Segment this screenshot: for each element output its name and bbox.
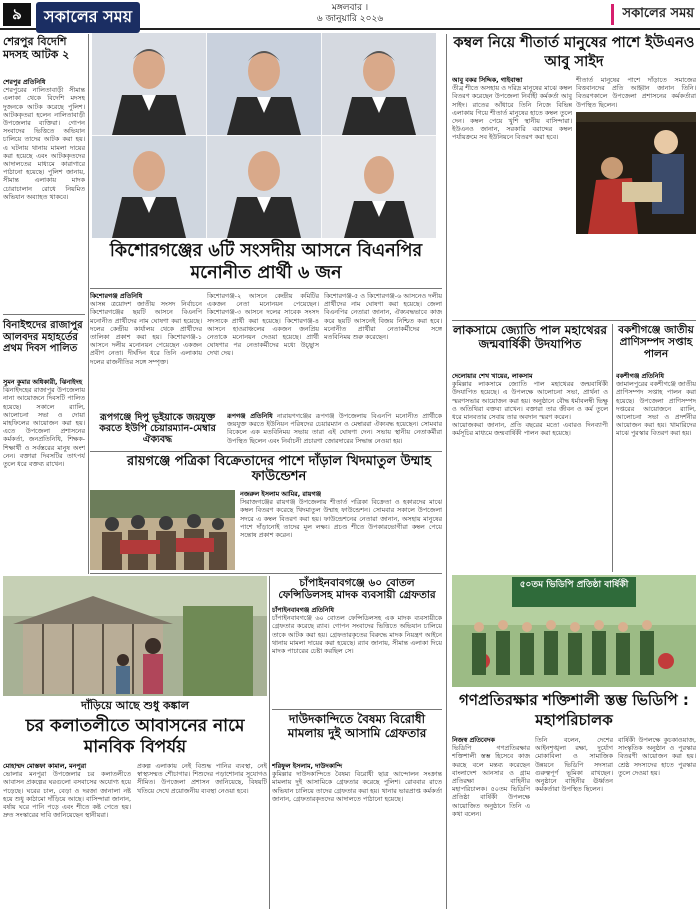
bakshiganj-body: জামালপুরের বকশীগঞ্জে জাতীয় প্রাণিসম্পদ সপ্তাহ পালন করা হয়েছে। উপজেলা প্রাণিসম্পদ দপ্তরের আয়োজনে র‍্যালি, আলোচনা সভা ও প্রদর্শনীর আয়োজন করা হয়। খামারিদের মাঝে পুরস্কার বিতরণ করা হয়। bbox=[616, 380, 696, 438]
left-story-1-headline: শেরপুর বিদেশি মদসহ আটক ২ bbox=[3, 35, 70, 61]
daudkandi-body: কুমিল্লার দাউদকান্দিতে বৈষম্য বিরোধী ছাত্র আন্দোলন সংক্রান্ত মামলায় দুই আসামিকে গ্রেফতার করেছে পুলিশ। রোববার রাতে অভিযান চালিয়ে তাদের গ্রেফতার করা হয়। থানার ভারপ্রাপ্ত কর্মকর্তা জানান, গ্রেফতারকৃতদের আদালতে পাঠানো হয়েছে। bbox=[272, 770, 442, 803]
blanket-illustration bbox=[576, 112, 696, 234]
vdp-banner: ৫০তম ভিডিপি প্রতিষ্ঠা বার্ষিকী bbox=[519, 580, 629, 590]
left-story-2 bbox=[3, 378, 85, 568]
page-number: ৯ bbox=[3, 3, 31, 26]
candidates-illustration bbox=[92, 33, 436, 238]
vdp-body: ভিডিপি গণপ্রতিরক্ষার শক্তিশালী স্তম্ভ হিসেবে কাজ করছে বলে মন্তব্য করেছেন বাংলাদেশ আনসার ও গ্রাম প্রতিরক্ষা বাহিনীর মহাপরিচালক। ৫০তম ভিডিপি প্রতিষ্ঠা বার্ষিকী উপলক্ষে আয়োজিত অনুষ্ঠানে তিনি এ কথা বলেন। bbox=[452, 744, 530, 818]
raiganj-body: সিরাজগঞ্জের রায়গঞ্জ উপজেলায় শীতার্ত পত্রিকা বিক্রেতা ও হকারদের মাঝে কম্বল বিতরণ করেছে খিদমাতুল উম্মাহ ফাউন্ডেশন। সোমবার সকালে উপজেলা সদরে এ কম্বল বিতরণ করা হয়। ফাউন্ডেশনের নেতারা জানান, অসহায় মানুষের পাশে দাঁড়ানোই তাদের মূল লক্ষ্য। প্রচণ্ড শীতে উপকারভোগীরা কম্বল পেয়ে সন্তোষ প্রকাশ করেন। bbox=[240, 498, 442, 540]
laksam-story bbox=[452, 372, 608, 572]
column-divider bbox=[88, 34, 89, 574]
main-story-body-1: আসন্ন ত্রয়োদশ জাতীয় সংসদ নির্বাচনে কিশোরগঞ্জের ছয়টি আসনে বিএনপি মনোনীত প্রার্থীদের নাম ঘোষণা করা হয়েছে। দলের কেন্দ্রীয় কার্যালয় থেকে প্রার্থীদের তালিকা প্রকাশ করা হয়। কিশোরগঞ্জ-১ আসনে দলীয় মনোনয়ন পেয়েছেন একজন প্রবীণ নেতা। দীর্ঘদিন ধরে তিনি এলাকায় দলের রাজনীতির সঙ্গে সম্পৃক্ত। bbox=[90, 300, 202, 366]
masthead bbox=[0, 0, 700, 30]
main-story-col-3: কিশোরগঞ্জ-৫ ও কিশোরগঞ্জ-৬ আসনেও দলীয় প্রার্থীদের নাম ঘোষণা করা হয়েছে। জেলা বিএনপির নেতারা জানান, ঐক্যবদ্ধভাবে কাজ করে ছয়টি আসনেই বিজয় নিশ্চিত করা হবে। মনোনীত প্রার্থীরা নেতাকর্মীদের সঙ্গে মতবিনিময় শুরু করেছেন। bbox=[324, 292, 442, 342]
daudkandi-headline: দাউদকান্দিতে বৈষম্য বিরোধী মামলায় দুই আসামি গ্রেফতার bbox=[287, 712, 427, 740]
housing-illustration bbox=[3, 576, 267, 696]
housing-headline-main: চর কলাতলীতে আবাসনের নামে মানবিক বিপর্যয় bbox=[25, 716, 245, 757]
blanket-col-2-continued bbox=[576, 236, 696, 316]
divider bbox=[90, 573, 442, 574]
main-story-byline: কিশোরগঞ্জ প্রতিনিধি bbox=[90, 292, 143, 300]
main-story-col-1 bbox=[90, 292, 202, 410]
blanket-col-2: শীতার্ত মানুষের পাশে দাঁড়াতে সমাজের বিত্তবানদের প্রতি আহ্বান জানান তিনি। বিতরণকালে উপজেলা প্রশাসনের কর্মকর্তারা উপস্থিত ছিলেন। bbox=[576, 76, 696, 109]
main-story-col-2: কিশোরগঞ্জ-২ আসনে কেন্দ্রীয় কমিটির একজন নেতা মনোনয়ন পেয়েছেন। কিশোরগঞ্জ-৩ আসনে দলের সাবেক সংসদ সদস্যকে প্রার্থী করা হয়েছে। কিশোরগঞ্জ-৪ আসনে হাওরাঞ্চলের একজন জনপ্রিয় নেতাকে মনোনয়ন দেওয়া হয়েছে। প্রার্থী ঘোষণার পর নেতাকর্মীদের মধ্যে উচ্ছ্বাস দেখা দেয়। bbox=[207, 292, 319, 358]
divider bbox=[90, 288, 442, 289]
vdp-col-1 bbox=[452, 736, 530, 908]
divider bbox=[272, 709, 442, 710]
raiganj-illustration bbox=[90, 490, 235, 570]
column-divider bbox=[269, 576, 270, 909]
bakshiganj-byline: বকশীগঞ্জ প্রতিনিধি bbox=[616, 372, 664, 380]
laksam-body: কুমিল্লার লাকসামে জ্যোতি পাল মহাথেরর জন্মবার্ষিকী উদযাপিত হয়েছে। এ উপলক্ষে আলোচনা সভা, প্রার্থনা ও স্মরণসভার আয়োজন করা হয়। অনুষ্ঠানে বৌদ্ধ ধর্মাবলম্বী ভিক্ষু ও অতিথিরা বক্তব্য রাখেন। বক্তারা তার জীবন ও কর্ম তুলে ধরে মানবতার সেবায় তার অবদান স্মরণ করেন। bbox=[452, 380, 608, 422]
dateline-day: মঙ্গলবার । bbox=[331, 3, 369, 13]
raiganj-photo bbox=[90, 490, 235, 570]
daudkandi-story bbox=[272, 762, 442, 907]
blanket-headline: কম্বল নিয়ে শীতার্ত মানুষের পাশে ইউএনও আবু সাইদ bbox=[453, 35, 695, 70]
bakshiganj-headline: বকশীগঞ্জে জাতীয় প্রাণিসম্পদ সপ্তাহ পালন bbox=[618, 324, 694, 361]
raiganj-headline: রায়গঞ্জে পত্রিকা বিক্রেতাদের পাশে দাঁড়াল খিদমাতুল উম্মাহ ফাউন্ডেশন bbox=[126, 454, 432, 484]
vdp-col-3: বার্ষিকী উপলক্ষে কুচকাওয়াজ, সাংস্কৃতিক অনুষ্ঠান ও পুরস্কার বিতরণী আয়োজন করা হয়। শ্রেষ্ঠ সদস্যদের হাতে পুরস্কার তুলে দেওয়া হয়। bbox=[618, 736, 696, 777]
dateline bbox=[240, 3, 460, 25]
vdp-photo bbox=[452, 575, 696, 687]
rupganj-story bbox=[227, 412, 442, 448]
newspaper-logo: সকালের সময় bbox=[36, 2, 140, 33]
raiganj-byline: নজরুল ইসলাম আমির, রায়গঞ্জ bbox=[240, 490, 322, 498]
divider bbox=[452, 320, 696, 321]
divider bbox=[90, 451, 442, 452]
housing-col-1 bbox=[3, 762, 131, 907]
laksam-body-2: আয়োজকরা জানান, প্রতি বছরের মতো এবারও দিনব্যাপী কর্মসূচির মাধ্যমে জন্মবার্ষিকী পালন করা হয়েছে। bbox=[452, 421, 608, 438]
blanket-photo bbox=[576, 112, 696, 234]
brand-right: সকালের সময় bbox=[611, 4, 694, 25]
raiganj-story bbox=[240, 490, 442, 570]
left-story-1 bbox=[3, 78, 85, 310]
column-divider bbox=[446, 34, 447, 909]
candidates-photo-grid bbox=[92, 33, 436, 238]
chapai-body: চাঁপাইনবাবগঞ্জে ৬০ বোতল ফেন্সিডিলসহ এক মাদক ব্যবসায়ীকে গ্রেফতার করেছে র‍্যাব। গোপন সংবাদের ভিত্তিতে অভিযান চালিয়ে তাকে আটক করা হয়। গ্রেফতারকৃতের বিরুদ্ধে মাদক নিয়ন্ত্রণ আইনে থানায় মামলা দায়ের করা হয়েছে। র‍্যাব জানায়, সীমান্ত এলাকা দিয়ে মাদক পাচারের চেষ্টা করছিল সে। bbox=[272, 614, 442, 656]
divider bbox=[3, 314, 85, 315]
vdp-illustration bbox=[452, 575, 696, 687]
housing-body: ভোলার মনপুরা উপজেলার চর কলাতলীতে আবাসন প্রকল্পের ঘরগুলো বসবাসের অযোগ্য হয়ে পড়েছে। ঘরের চাল, বেড়া ও দরজা জানালা নষ্ট হয়ে শুধু কাঠামো দাঁড়িয়ে আছে। বাসিন্দারা জানান, বর্ষায় ঘরে পানি পড়ে এবং শীতে কষ্ট পেতে হয়। দ্রুত সংস্কারের দাবি জানিয়েছেন স্থানীয়রা। bbox=[3, 770, 131, 820]
rupganj-byline: রূপগঞ্জ প্রতিনিধি bbox=[227, 412, 273, 420]
left-story-1-body: শেরপুরের নালিতাবাড়ী সীমান্ত এলাকা থেকে বিদেশি মদসহ দুজনকে আটক করেছে পুলিশ। আটককৃতরা হলেন নালিতাবাড়ী উপজেলার ব্যক্তিরা। গোপন সংবাদের ভিত্তিতে অভিযান চালিয়ে তাদের আটক করা হয়। এ ঘটনায় থানায় মামলা দায়ের করা হয়েছে এবং আটককৃতদের আদালতের মাধ্যমে কারাগারে পাঠানো হয়েছে। পুলিশ জানায়, সীমান্ত এলাকায় মাদক চোরাচালান রোধে নিয়মিত অভিযান অব্যাহত থাকবে। bbox=[3, 86, 85, 201]
housing-byline: মোহাম্মদ মোস্তফা কামাল, মনপুরা bbox=[3, 762, 87, 770]
left-story-2-headline: বিনাইহুদের রাজাপুর আলবদর মহাহর্তের প্রথম দিবস পালিত bbox=[3, 320, 83, 354]
housing-col-2: প্রকল্প এলাকায় নেই বিশুদ্ধ পানির ব্যবস্থা, নেই স্বাস্থ্যসম্মত শৌচাগার। শিশুদের পড়াশোনার সুযোগও সীমিত। উপজেলা প্রশাসন জানিয়েছে, বিষয়টি খতিয়ে দেখে প্রয়োজনীয় ব্যবস্থা নেওয়া হবে। bbox=[137, 762, 267, 795]
main-story-headline: কিশোরগঞ্জের ৬টি সংসদীয় আসনে বিএনপির মনোনীত প্রার্থী ৬ জন bbox=[109, 241, 423, 283]
column-divider bbox=[612, 324, 613, 572]
housing-photo bbox=[3, 576, 267, 696]
blanket-body: তীব্র শীতে অসহায় ও দরিদ্র মানুষের মাঝে কম্বল বিতরণ করেছেন উপজেলা নির্বাহী কর্মকর্তা আবু সাইদ। রাতের আঁধারে তিনি নিজে বিভিন্ন এলাকায় গিয়ে শীতার্ত মানুষের হাতে কম্বল তুলে দেন। কম্বল পেয়ে খুশি স্থানীয় বাসিন্দারা। ইউএনও জানান, সরকারি বরাদ্দের কম্বল পর্যায়ক্রমে সব ইউনিয়নে বিতরণ করা হবে। bbox=[452, 84, 572, 142]
laksam-headline: লাকসামে জ্যোতি পাল মহাথেরর জন্মবার্ষিকী উদযাপিত bbox=[452, 323, 608, 351]
rupganj-body: নারায়ণগঞ্জের রূপগঞ্জ উপজেলায় বিএনপি মনোনীত প্রার্থীকে জয়যুক্ত করতে ইউনিয়ন পরিষদের চেয়ারম্যান ও মেম্বাররা ঐক্যবদ্ধ হয়েছেন। সোমবার বিকেলে এক মতবিনিময় সভায় তারা এই ঘোষণা দেন। সভায় স্থানীয় নেতাকর্মীরা উপস্থিত ছিলেন এবং নির্বাচনী প্রচারণা জোরদারের সিদ্ধান্ত নেওয়া হয়। bbox=[227, 412, 442, 445]
left-story-1-byline: শেরপুর প্রতিনিধি bbox=[3, 78, 46, 86]
bakshiganj-story bbox=[616, 372, 696, 572]
left-story-2-body: ঝিনাইদহের রাজাপুর উপজেলায় নানা আয়োজনে দিবসটি পালিত হয়েছে। সকালে র‍্যালি, আলোচনা সভা ও দোয়া মাহফিলের আয়োজন করা হয়। এতে উপজেলা প্রশাসনের কর্মকর্তা, জনপ্রতিনিধি, শিক্ষক-শিক্ষার্থী ও সর্বস্তরের মানুষ অংশ নেন। বক্তারা দিবসটির তাৎপর্য তুলে ধরে বক্তব্য রাখেন। bbox=[3, 386, 85, 469]
daudkandi-byline: শরিফুল ইসলাম, দাউদকান্দি bbox=[272, 762, 342, 770]
chapai-byline: চাঁপাইনবাবগঞ্জ প্রতিনিধি bbox=[272, 606, 334, 614]
vdp-col-2: তিনি বলেন, দেশের আইনশৃঙ্খলা রক্ষা, দুর্যোগ মোকাবিলা ও সামাজিক উন্নয়নে ভিডিপি সদস্যরা গুরুত্বপূর্ণ ভূমিকা রাখছেন। অনুষ্ঠানে বাহিনীর ঊর্ধ্বতন কর্মকর্তারা উপস্থিত ছিলেন। bbox=[535, 736, 613, 794]
vdp-headline: গণপ্রতিরক্ষার শক্তিশালী স্তম্ভ ভিডিপি : মহাপরিচালক bbox=[459, 691, 689, 729]
blanket-col-1 bbox=[452, 76, 572, 316]
housing-headline-top: দাঁড়িয়ে আছে শুধু কঙ্কাল bbox=[81, 699, 189, 712]
rupganj-headline: রূপগঞ্জে দিপু ভূইয়াকে জয়যুক্ত করতে ইউপি চেয়ারম্যান-মেম্বার ঐক্যবদ্ধ bbox=[99, 412, 216, 445]
left-story-2-byline: সুমন কুমার অধিকারী, ঝিনাইদহ bbox=[3, 378, 83, 386]
dateline-date: ৬ জানুয়ারি ২০২৬ bbox=[316, 14, 384, 24]
laksam-byline: দেলোয়ার শেখ খায়ের, লাকসাম bbox=[452, 372, 533, 380]
blanket-byline: আবু বকর সিদ্দিক, গাইবান্ধা bbox=[452, 76, 523, 84]
chapai-story bbox=[272, 606, 442, 706]
chapai-headline: চাঁপাইনবাবগঞ্জে ৬০ বোতল ফেন্সিডিলসহ মাদক ব্যবসায়ী গ্রেফতার bbox=[278, 577, 436, 602]
vdp-byline: নিজস্ব প্রতিবেদক bbox=[452, 736, 495, 744]
